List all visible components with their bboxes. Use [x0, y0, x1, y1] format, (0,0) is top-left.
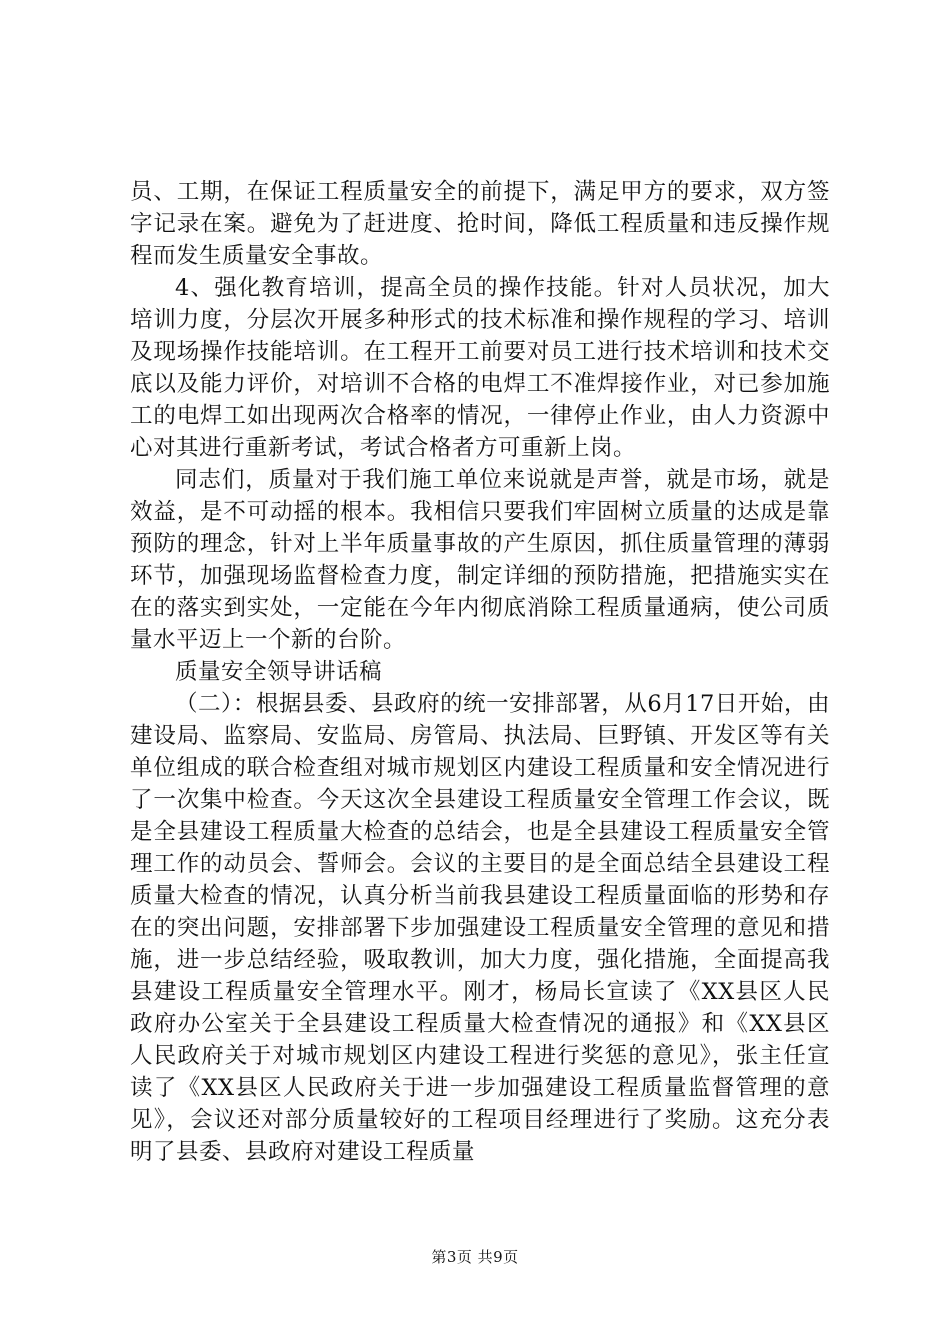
document-body	[130, 176, 830, 1168]
paragraph-training: 4、强化教育培训，提高全员的操作技能。针对人员状况，加大培训力度，分层次开展多种形式的技术标准和操作规程的学习、培训及现场操作技能培训。在工程开工前要对员工进行技术培训和技术交底以及能力评价，对培训不合格的电焊工不准焊接作业，对已参加施工的电焊工如出现两次合格率的情况，一律停止作业，由人力资源中心对其进行重新考试，考试合格者方可重新上岗。	[130, 275, 830, 461]
section-heading: 质量安全领导讲话稿	[175, 659, 383, 685]
paragraph-speech: （二）：根据县委、县政府的统一安排部署，从6月17日开始，由建设局、监察局、安监局、房管局、执法局、巨野镇、开发区等有关单位组成的联合检查组对城市规划区内建设工程质量和安全情况进行了一次集中检查。今天这次全县建设工程质量安全管理工作会议，既是全县建设工程质量大检查的总结会，也是全县建设工程质量安全管理工作的动员会、誓师会。会议的主要目的是全面总结全县建设工程质量大检查的情况，认真分析当前我县建设工程质量面临的形势和存在的突出问题，安排部署下步加强建设工程质量安全管理的意见和措施，进一步总结经验，吸取教训，加大力度，强化措施，全面提高我县建设工程质量安全管理水平。刚才，杨局长宣读了《XX县区人民政府办公室关于全县建设工程质量大检查情况的通报》和《XX县区人民政府关于对城市规划区内建设工程进行奖惩的意见》，张主任宣读了《XX县区人民政府关于进一步加强建设工程质量监督管理的意见》，会议还对部分质量较好的工程项目经理进行了奖励。这充分表明了县委、县政府对建设工程质量	[130, 691, 830, 1165]
paragraph-conclusion: 同志们，质量对于我们施工单位来说就是声誉，就是市场，就是效益，是不可动摇的根本。我相信只要我们牢固树立质量的达成是靠预防的理念，针对上半年质量事故的产生原因，抓住质量管理的薄弱环节，加强现场监督检查力度，制定详细的预防措施，把措施实实在在的落实到实处，一定能在今年内彻底消除工程质量通病，使公司质量水平迈上一个新的台阶。	[130, 467, 830, 653]
page-number-footer: 第3页 共9页	[431, 1248, 519, 1266]
paragraph-continuation: 员、工期，在保证工程质量安全的前提下，满足甲方的要求，双方签字记录在案。避免为了赶进度、抢时间，降低工程质量和违反操作规程而发生质量安全事故。	[130, 179, 830, 269]
